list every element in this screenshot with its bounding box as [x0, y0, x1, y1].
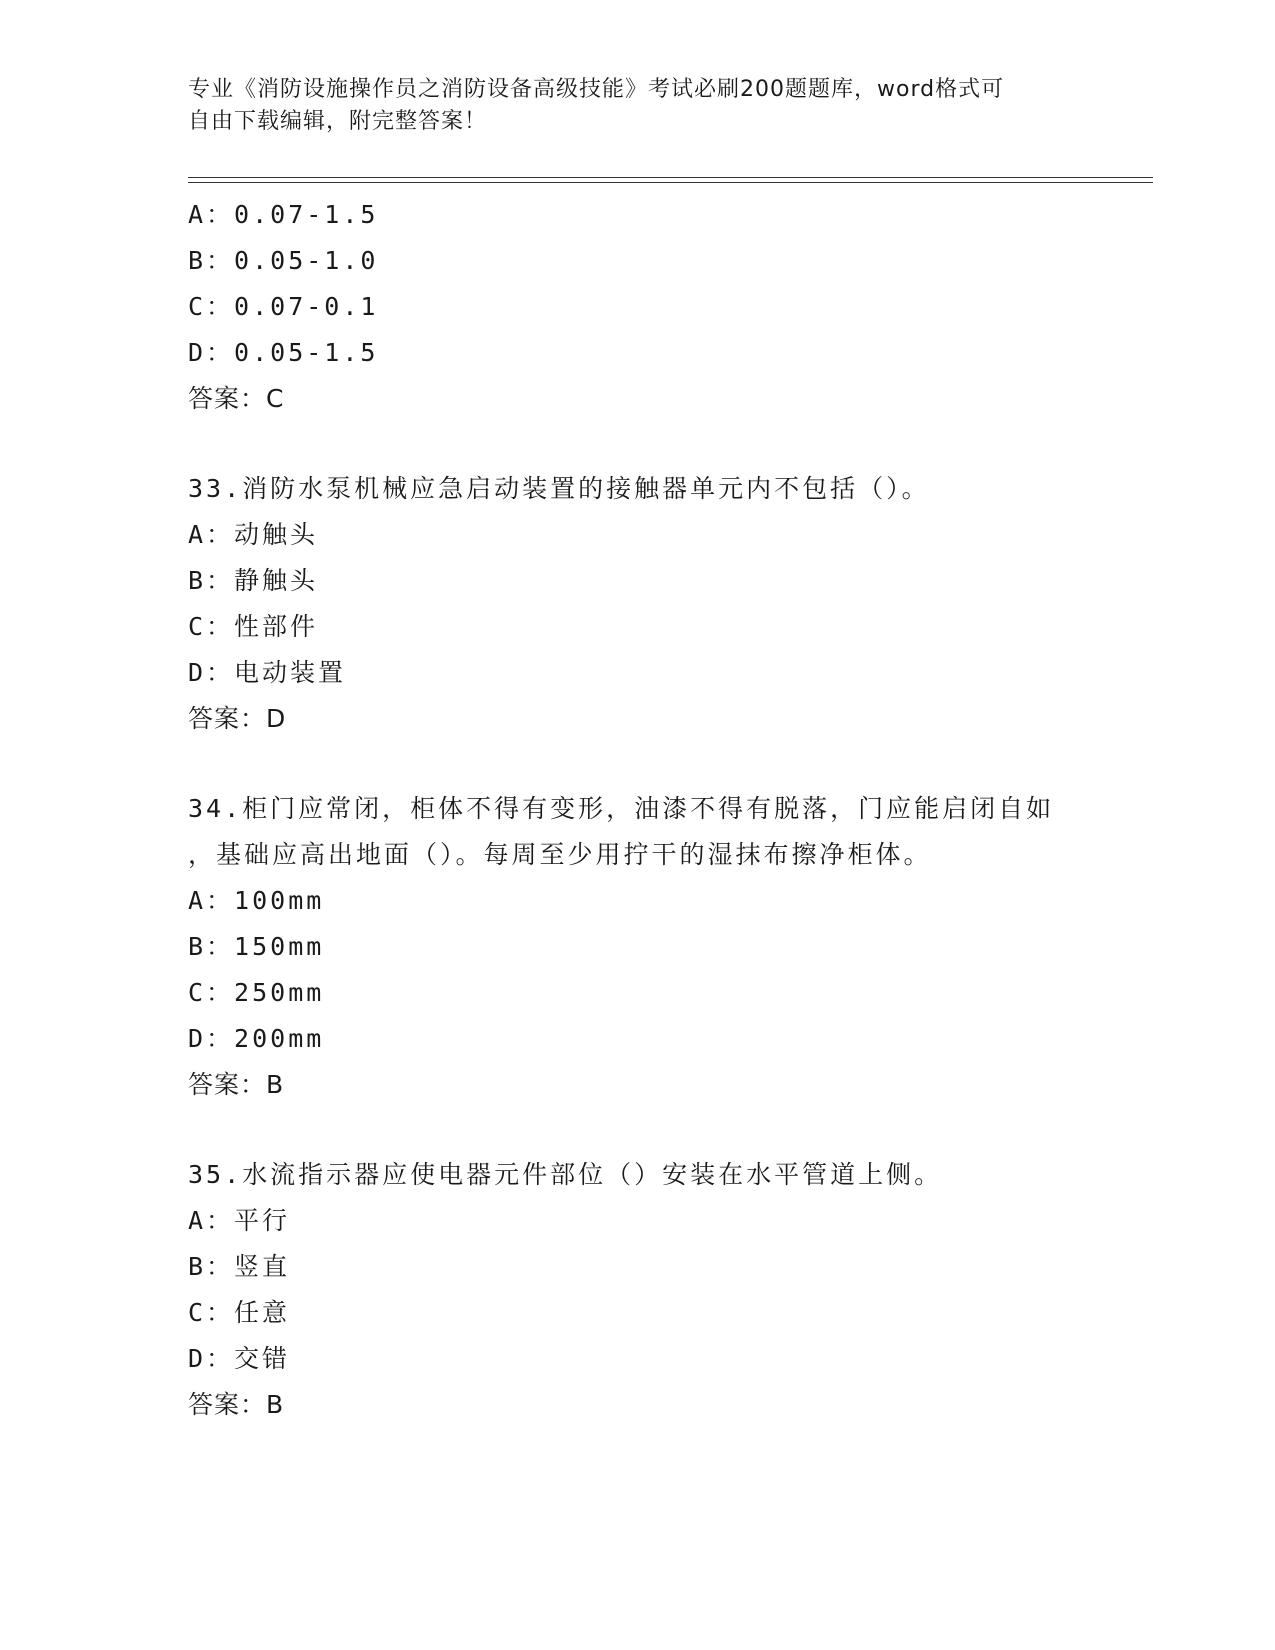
option-b: B：竖直	[188, 1252, 291, 1281]
option-b: B：150mm	[188, 932, 325, 961]
header-line-1: 专业《消防设施操作员之消防设备高级技能》考试必刷200题题库，word格式可	[188, 77, 1005, 102]
option-b: B：0.05-1.0	[188, 246, 379, 275]
option-c: C：任意	[188, 1298, 291, 1327]
header-divider-bottom	[188, 182, 1153, 183]
option-a: A：平行	[188, 1206, 291, 1235]
header-line-2: 自由下载编辑，附完整答案！	[188, 109, 488, 134]
option-c: C：0.07-0.1	[188, 292, 379, 321]
document-header	[188, 74, 1088, 138]
answer: 答案：D	[188, 704, 287, 733]
question-text: 35.水流指示器应使电器元件部位（）安装在水平管道上侧。	[188, 1160, 943, 1189]
question-text: 34.柜门应常闭，柜体不得有变形，油漆不得有脱落，门应能启闭自如	[188, 794, 1055, 823]
answer: 答案：B	[188, 1390, 285, 1419]
question-list	[188, 192, 1153, 1428]
option-c: C：250mm	[188, 978, 325, 1007]
option-b: B：静触头	[188, 566, 319, 595]
question-block-34	[188, 786, 1153, 1108]
question-text: 33.消防水泵机械应急启动装置的接触器单元内不包括（）。	[188, 474, 930, 503]
question-text-continued: ，基础应高出地面（）。每周至少用拧干的湿抹布擦净柜体。	[188, 840, 932, 869]
question-block-prev	[188, 192, 1153, 422]
option-c: C：性部件	[188, 612, 319, 641]
question-block-33	[188, 466, 1153, 742]
answer: 答案：B	[188, 1070, 285, 1099]
option-d: D：交错	[188, 1344, 291, 1373]
question-block-35	[188, 1152, 1153, 1428]
header-divider-top	[188, 177, 1153, 178]
option-a: A：100mm	[188, 886, 325, 915]
answer: 答案：C	[188, 384, 285, 413]
option-a: A：0.07-1.5	[188, 200, 379, 229]
option-a: A：动触头	[188, 520, 319, 549]
option-d: D：200mm	[188, 1024, 325, 1053]
option-d: D：0.05-1.5	[188, 338, 379, 367]
option-d: D：电动装置	[188, 658, 347, 687]
